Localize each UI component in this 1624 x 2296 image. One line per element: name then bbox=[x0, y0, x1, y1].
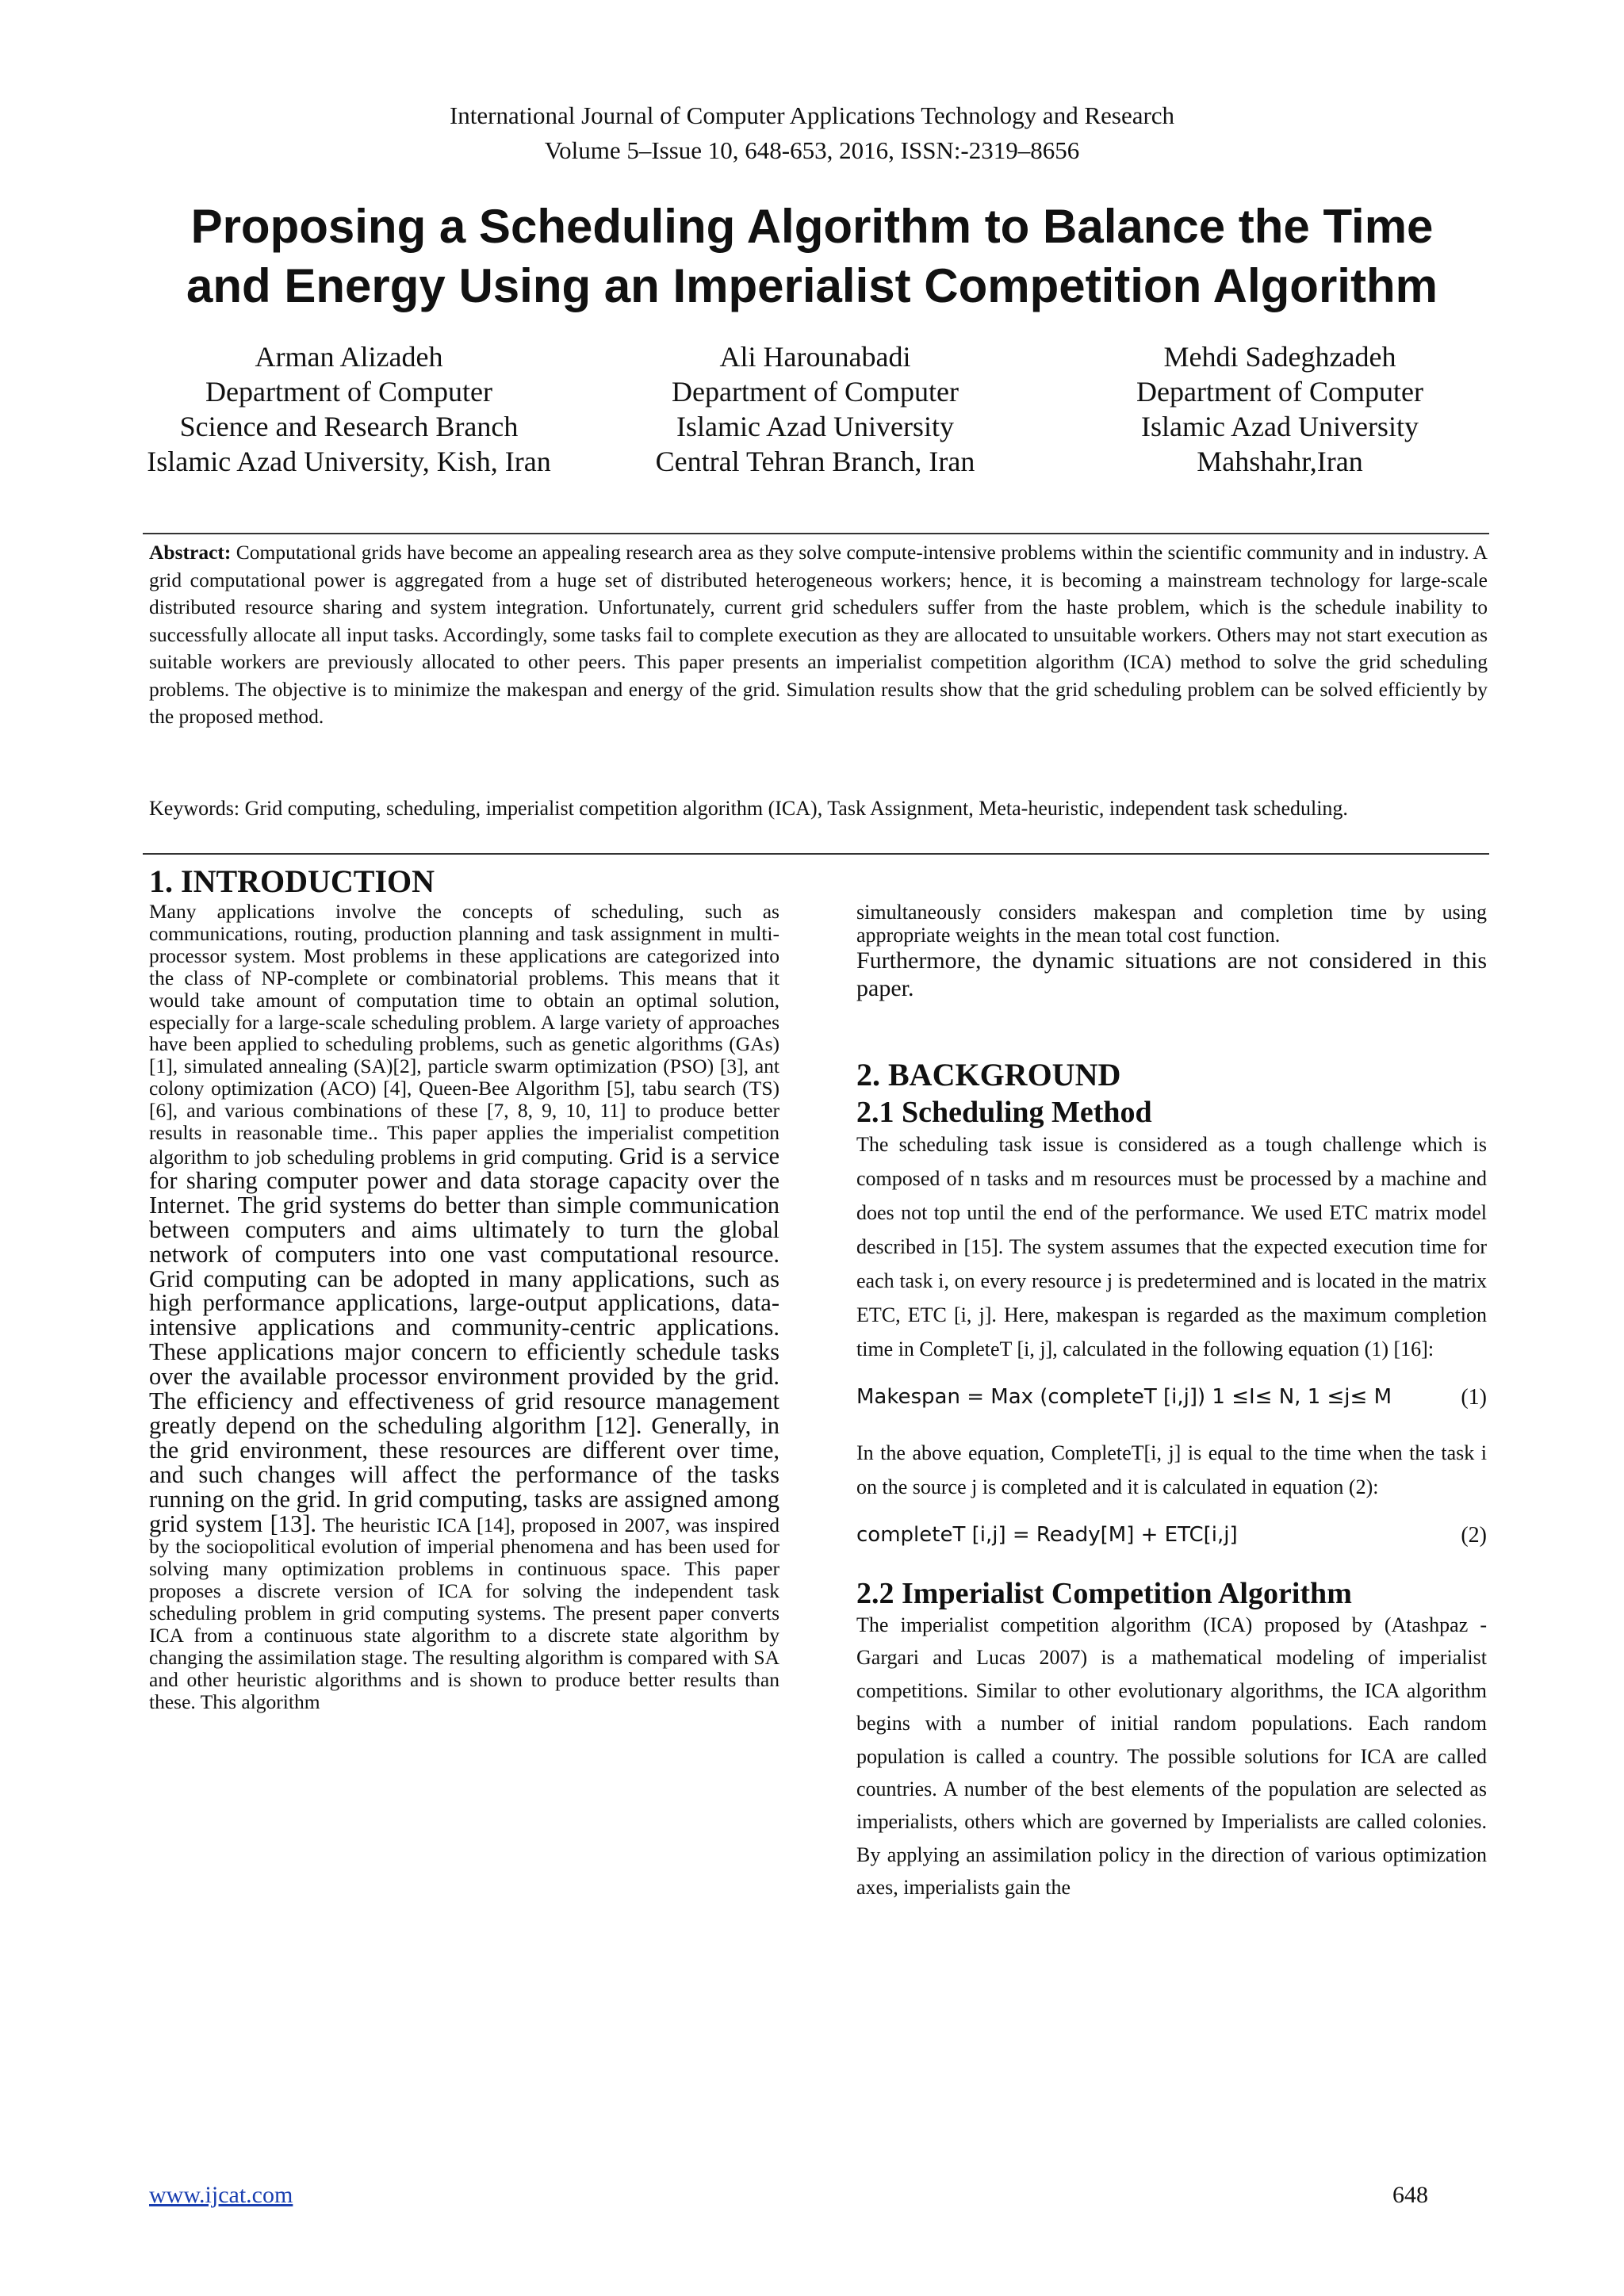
divider-top bbox=[143, 533, 1489, 534]
author-affiliation: Department of Computer bbox=[205, 376, 492, 408]
equation-2 bbox=[856, 1523, 1487, 1555]
title-line-2: and Energy Using an Imperialist Competition Algorithm bbox=[186, 259, 1438, 312]
ica-paragraph: The imperialist competition algorithm (ICA) proposed by (Atashpaz -Gargari and Lucas 2007) is a mathematical modeling of imperialist competitions. Similar to other evolutionary algorithms, the ICA algorithm begins with a number of initial random populations. Each random population is called a country. The possible solutions for ICA are called countries. A number of the best elements of the population are selected as imperialists, others which are governed by Imperialists are called colonies. By applying an assimilation policy in the direction of various optimization axes, imperialists gain the bbox=[856, 1613, 1487, 1900]
continued-text-2: Furthermore, the dynamic situations are not considered in this paper. bbox=[856, 947, 1487, 1001]
intro-paragraph-2: Grid is a service for sharing computer power and data storage capacity over the Internet. The grid systems do better than simple communication between computers and aims ultimately to turn the global network of computers into one vast computational resource. Grid computing can be adopted in many applications, such as high performance applications, large-output applications, data-intensive applications and community-centric applications. These applications major concern to efficiently schedule tasks over the available processor environment provided by the grid. The efficiency and effectiveness of grid resource management greatly depend on the scheduling algorithm [12]. Generally, in the grid environment, these resources are different over time, and such changes will affect the performance of the tasks running on the grid. In grid computing, tasks are assigned among grid system [13]. bbox=[149, 1142, 780, 1537]
author-affiliation: Science and Research Branch bbox=[179, 411, 519, 442]
section-heading-background: 2. BACKGROUND bbox=[856, 1057, 1121, 1093]
scheduling-method-paragraph: The scheduling task issue is considered as a tough challenge which is composed of n tasks and m resources must be processed by a machine and does not top until the end of the performance. We used ETC matrix model described in [15]. The system assumes that the expected execution time for each task i, on every resource j is predetermined and is located in the matrix ETC, ETC [i, j]. Here, makespan is regarded as the maximum completion time in CompleteT [i, j], calculated in the following equation (1) [16]: bbox=[856, 1133, 1487, 1360]
intro-paragraph-1: Many applications involve the concepts of scheduling, such as communications, routing, production planning and task assignment in multi-processor system. Most problems in these applications are categorized into the class of NP-complete or combinatorial problems. This means that it would take amount of computation time to obtain an optimal solution, especially for a large-scale scheduling problem. A large variety of approaches have been applied to scheduling problems, such as genetic algorithms (GAs) [1], simulated annealing (SA)[2], particle swarm optimization (PSO) [3], ant colony optimization (ACO) [4], Queen-Bee Algorithm [5], tabu search (TS) [6], and various combinations of these [7, 8, 9, 10, 11] to produce better results in reasonable time.. This paper applies the imperialist competition algorithm to job scheduling problems in grid computing. bbox=[149, 900, 779, 1169]
author-block-2 bbox=[577, 339, 1053, 479]
author-affiliation: Islamic Azad University bbox=[1141, 411, 1419, 442]
continued-text: simultaneously considers makespan and completion time by using appropriate weights in the mean total cost function. bbox=[856, 901, 1487, 947]
abstract-label: Abstract: bbox=[149, 541, 232, 564]
keywords: Keywords: Grid computing, scheduling, imperialist competition algorithm (ICA), Task Assignment, Meta-heuristic, independent task scheduling. bbox=[149, 797, 1348, 820]
page-number: 648 bbox=[1392, 2182, 1428, 2208]
journal-name: International Journal of Computer Applications Technology and Research bbox=[449, 101, 1175, 129]
title-line-1: Proposing a Scheduling Algorithm to Balance the Time bbox=[190, 200, 1434, 253]
author-affiliation: Central Tehran Branch, Iran bbox=[655, 446, 975, 477]
author-affiliation: Department of Computer bbox=[1136, 376, 1423, 408]
author-block-1 bbox=[111, 339, 587, 479]
journal-website-link[interactable]: www.ijcat.com bbox=[149, 2182, 293, 2208]
left-column bbox=[149, 863, 779, 1713]
author-affiliation: Mahshahr,Iran bbox=[1197, 446, 1363, 477]
subsection-heading-ica: 2.2 Imperialist Competition Algorithm bbox=[856, 1577, 1352, 1610]
abstract bbox=[149, 539, 1488, 731]
equation-2-number: (2) bbox=[1461, 1523, 1487, 1548]
author-name: Mehdi Sadeghzadeh bbox=[1163, 341, 1396, 373]
author-block-3 bbox=[1042, 339, 1518, 479]
intro-paragraph-3: The heuristic ICA [14], proposed in 2007, was inspired by the sociopolitical evolution of imperial phenomena and has been used for solving many optimization problems in continuous space. This paper proposes a discrete version of ICA for solving the independent task scheduling problem in grid computing systems. The present paper converts ICA from a continuous state algorithm to a discrete state algorithm by changing the assimilation stage. The resulting algorithm is compared with SA and other heuristic algorithms and is shown to produce better results than these. This algorithm bbox=[149, 1513, 780, 1713]
journal-header bbox=[0, 98, 1624, 168]
equation-2-body: completeT [i,j] = Ready[M] + ETC[i,j] bbox=[856, 1523, 1238, 1547]
author-affiliation: Islamic Azad University, Kish, Iran bbox=[147, 446, 551, 477]
equation-1-number: (1) bbox=[1461, 1385, 1487, 1410]
equation-1 bbox=[856, 1385, 1487, 1417]
section-heading-introduction: 1. INTRODUCTION bbox=[149, 863, 435, 899]
subsection-heading-scheduling-method: 2.1 Scheduling Method bbox=[856, 1096, 1152, 1129]
journal-volume: Volume 5–Issue 10, 648-653, 2016, ISSN:-2319–8656 bbox=[544, 136, 1080, 164]
author-name: Arman Alizadeh bbox=[255, 341, 443, 373]
author-name: Ali Harounabadi bbox=[719, 341, 911, 373]
equation-1-body: Makespan = Max (completeT [i,j]) 1 ≤I≤ N, 1 ≤j≤ M bbox=[856, 1385, 1392, 1409]
right-column bbox=[856, 901, 1487, 1904]
abstract-text: Computational grids have become an appealing research area as they solve compute-intensive problems within the scientific community and in industry. A grid computational power is aggregated from a huge set of distributed heterogeneous workers; hence, it is becoming a mainstream technology for large-scale distributed resource sharing and system integration. Unfortunately, current grid schedulers suffer from the haste problem, which is the schedule inability to successfully allocate all input tasks. Accordingly, some tasks fail to complete execution as they are allocated to unsuitable workers. Others may not start execution as suitable workers are previously allocated to other peers. This paper presents an imperialist competition algorithm (ICA) method to solve the grid scheduling problems. The objective is to minimize the makespan and energy of the grid. Simulation results show that the grid scheduling problem can be solved efficiently by the proposed method. bbox=[149, 541, 1488, 728]
divider-bottom bbox=[143, 853, 1489, 855]
paper-title bbox=[95, 197, 1529, 316]
equation-2-intro: In the above equation, CompleteT[i, j] is equal to the time when the task i on the source j is completed and it is calculated in equation (2): bbox=[856, 1441, 1487, 1498]
author-affiliation: Department of Computer bbox=[672, 376, 959, 408]
author-affiliation: Islamic Azad University bbox=[676, 411, 954, 442]
